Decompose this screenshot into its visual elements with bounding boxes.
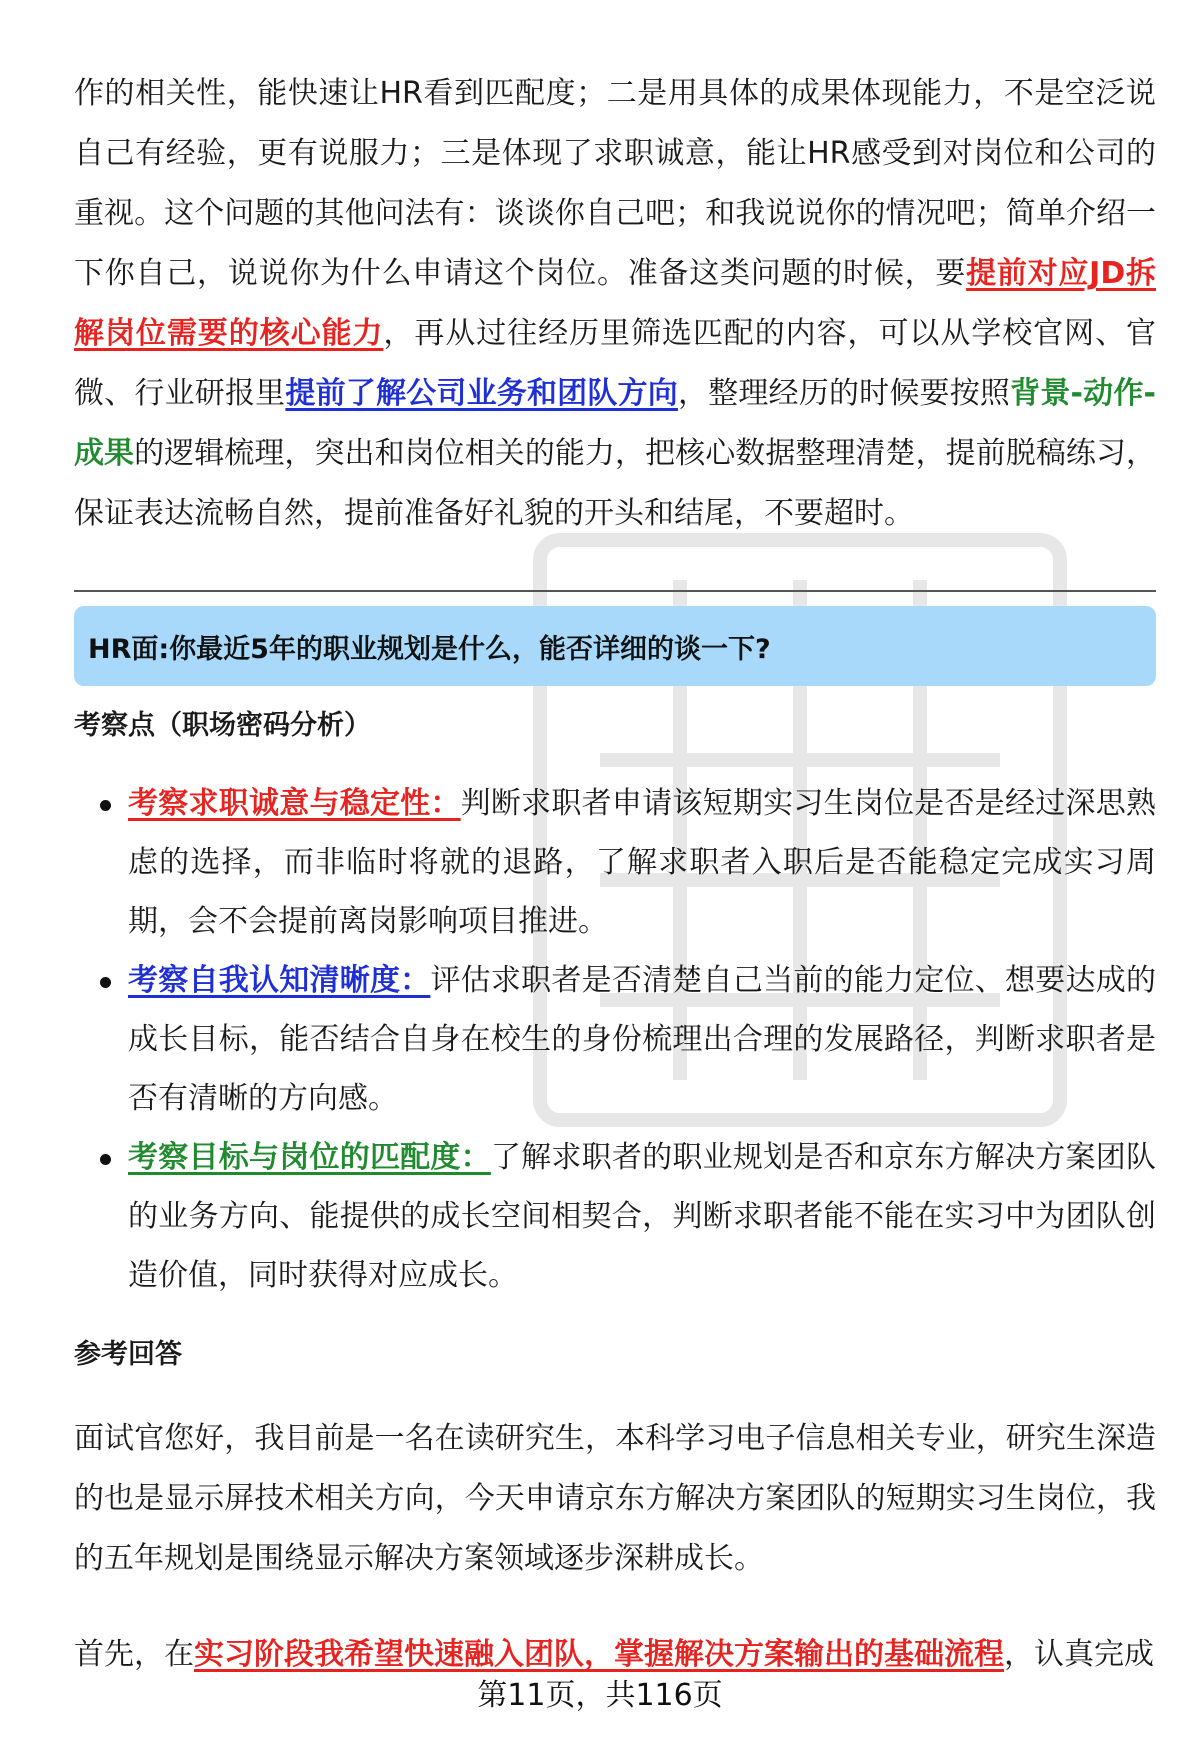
bullet-text: 判断求职者申请该短期实习生岗位是否是经过深思熟虑的选择，而非临时将就的退路，了解求职者入职后是否能稳定完成实习周期，会不会提前离岗影响项目推进。 [128,786,1157,939]
intro-text-3: ，整理经历的时候要按照 [677,376,1011,411]
intro-text-1: 作的相关性，能快速让HR看到匹配度；二是用具体的成果体现能力，不是空泛说自己有经验，更有说服力；三是体现了求职诚意，能让HR感受到对岗位和公司的重视。这个问题的其他问法有：谈谈你自己吧；和我说说你的情况吧；简单介绍一下你自己，说说你为什么申请这个岗位。准备这类问题的时候，要 [74,76,1156,291]
highlight-internship-goal: 实习阶段我希望快速融入团队，掌握解决方案输出的基础流程 [194,1637,1004,1672]
bullet-dot-icon [100,1154,111,1165]
answer-paragraph-1: 面试官您好，我目前是一名在读研究生，本科学习电子信息相关专业，研究生深造的也是显示屏技术相关方向，今天申请京东方解决方案团队的短期实习生岗位，我的五年规划是围绕显示解决方案领域逐步深耕成长。 [74,1421,1156,1576]
question-box [74,606,1156,686]
bullet-label: 考察目标与岗位的匹配度： [128,1140,491,1175]
highlight-star-method: 背景-动作-成果 [74,376,1157,471]
intro-text-2: ，再从过往经历里筛选匹配的内容，可以从学校官网、官微、行业研报里 [74,316,1157,411]
intro-paragraph [74,64,1156,544]
answer-text-pre: 首先，在 [74,1637,194,1672]
intro-text-4: 的逻辑梳理，突出和岗位相关的能力，把核心数据整理清楚，提前脱稿练习，保证表达流畅自然，提前准备好礼貌的开头和结尾，不要超时。 [74,436,1157,531]
bullet-dot-icon [100,977,111,988]
page-number-footer: 第11页，共116页 [477,1678,723,1713]
bullet-label: 考察自我认知清晰度： [128,963,431,998]
list-item [74,951,1156,1128]
bullet-dot-icon [100,800,111,811]
reference-title: 参考回答 [74,1339,182,1370]
page-content [74,64,1156,1685]
highlight-core-abilities: 提前对应JD拆解岗位需要的核心能力 [74,256,1156,351]
section-divider [74,590,1156,592]
analysis-list [74,774,1156,1305]
highlight-company-business: 提前了解公司业务和团队方向 [285,376,678,411]
answer-text-post: ，认真完成 [1004,1637,1154,1672]
question-text: HR面:你最近5年的职业规划是什么，能否详细的谈一下? [88,633,771,665]
bullet-label: 考察求职诚意与稳定性： [128,786,461,821]
analysis-title: 考察点（职场密码分析） [74,710,371,741]
list-item [74,774,1156,951]
bullet-text: 了解求职者的职业规划是否和京东方解决方案团队的业务方向、能提供的成长空间相契合，判断求职者能不能在实习中为团队创造价值，同时获得对应成长。 [128,1140,1157,1293]
list-item [74,1128,1156,1305]
bullet-text: 评估求职者是否清楚自己当前的能力定位、想要达成的成长目标，能否结合自身在校生的身份梳理出合理的发展路径，判断求职者是否有清晰的方向感。 [128,963,1157,1116]
